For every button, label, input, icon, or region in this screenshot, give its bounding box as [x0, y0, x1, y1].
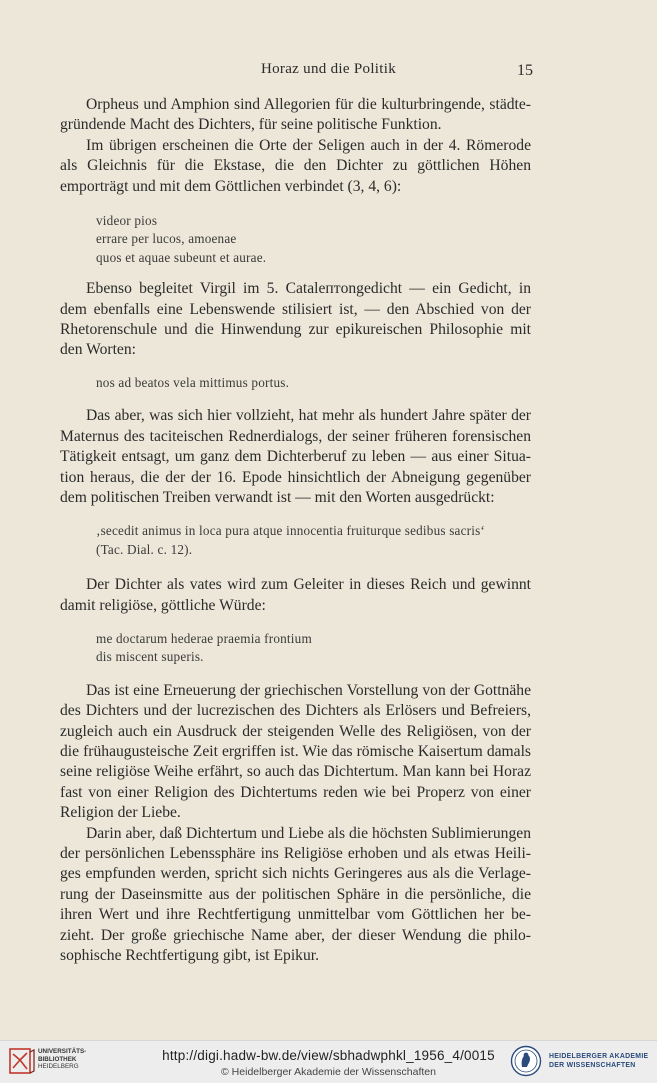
quote-line: quos et aquae subeunt et aurae. [96, 249, 267, 265]
quote-line: me doctarum hederae praemia frontium [96, 630, 312, 646]
quote-line: videor pios [96, 213, 158, 229]
paragraph: Der Dichter als vates wird zum Geleiter in dieses Reich und gewinnt damit religiöse, göttliche Würde: [60, 576, 531, 614]
page-number: 15 [517, 62, 533, 79]
quote-line: errare per lucos, amoenae [96, 231, 237, 247]
paragraph: Darin aber, daß Dichtertum und Liebe als die höchsten Sublimierungen der persönlichen Lebenssphäre ins Religiöse erhoben und als etwas Heiliges empfunden werden, spricht sich nichts Geringeres aus als die Verlagerung der Daseinsmitte aus der politischen Sphäre in die persönliche, die ihren Wert und ihre Rechtfertigung unmittelbar vom Göttlichen her bezieht. Der große griechische Name aber, der dieser Wendung die philosophische Rechtfertigung gibt, ist Epikur. [60, 824, 531, 965]
academy-seal-logo-icon[interactable] [510, 1045, 542, 1077]
paragraph: Im übrigen erscheinen die Orte der Seligen auch in der 4. Römerode als Gleichnis für die Ekstase, die den Dichter zu göttlichen Höhen emporträgt und mit dem Göttlichen verbindet (3, 4, 6): [60, 136, 531, 195]
latin-quote [96, 212, 531, 267]
paragraph: Ebenso begleitet Virgil im 5. Catalептongedicht — ein Gedicht, in dem ebenfalls eine Lebenswende stilisiert ist, — den Abschied von der Rhetorenschule und die Hinwendung zur epikureischen Philosophie mit den Worten: [60, 280, 531, 359]
paragraph: Das ist eine Erneuerung der griechischen Vorstellung von der Gottnähe des Dichters und der lucrezischen des Dichters als Erlösers und Befreiers, zugleich auch ein Ausdruck der steigenden Welle des Religiösen, von der die frühaugusteische Zeit ergriffen ist. Wie das römische Kaisertum damals seine religiöse Weihe erfährt, so auch das Dichtertum. Man kann bei Horaz fast von einer Religion des Dichtertums reden wie bei Properz von einer Religion der Liebe. [60, 681, 531, 822]
latin-quote [96, 630, 531, 667]
paragraph: Orpheus und Amphion sind Allegorien für die kulturbringende, städtegründende Macht des Dichters, für seine politische Funktion. [60, 96, 531, 134]
quote-line: nos ad beatos vela mittimus portus. [96, 374, 290, 390]
quote-line: dis miscent superis. [96, 649, 204, 665]
academy-name: HEIDELBERGER AKADEMIE DER WISSENSCHAFTEN [549, 1053, 649, 1069]
latin-quote [96, 522, 531, 559]
page-header [0, 61, 657, 85]
viewer-footer [0, 1040, 657, 1083]
latin-quote [96, 374, 531, 392]
quote-line: ‚secedit animus in loca pura atque innocentia fruiturque sedibus sacris‘ [96, 523, 486, 539]
body-text [60, 95, 531, 966]
paragraph: Das aber, was sich hier vollzieht, hat mehr als hundert Jahre später der Maternus des taciteischen Rednerdialogs, der seiner früheren forensischen Tätigkeit entsagt, um ganz dem Dichterberuf zu leben — aus einer Situation heraus, die der der 16. Epode hinsichtlich der Abneigung gegenüber dem politischen Treiben verwandt ist — mit den Worten ausgedrückt: [60, 407, 531, 506]
running-title: Horaz und die Politik [260, 61, 397, 77]
copyright-notice: © Heidelberger Akademie der Wissenschaften [221, 1066, 436, 1078]
quote-citation: (Tac. Dial. c. 12). [96, 541, 193, 557]
permalink-url[interactable]: http://digi.hadw-bw.de/view/sbhadwphkl_1956_4/0015 [162, 1048, 495, 1063]
university-library-name: UNIVERSITÄTS- BIBLIOTHEK HEIDELBERG [38, 1048, 87, 1071]
